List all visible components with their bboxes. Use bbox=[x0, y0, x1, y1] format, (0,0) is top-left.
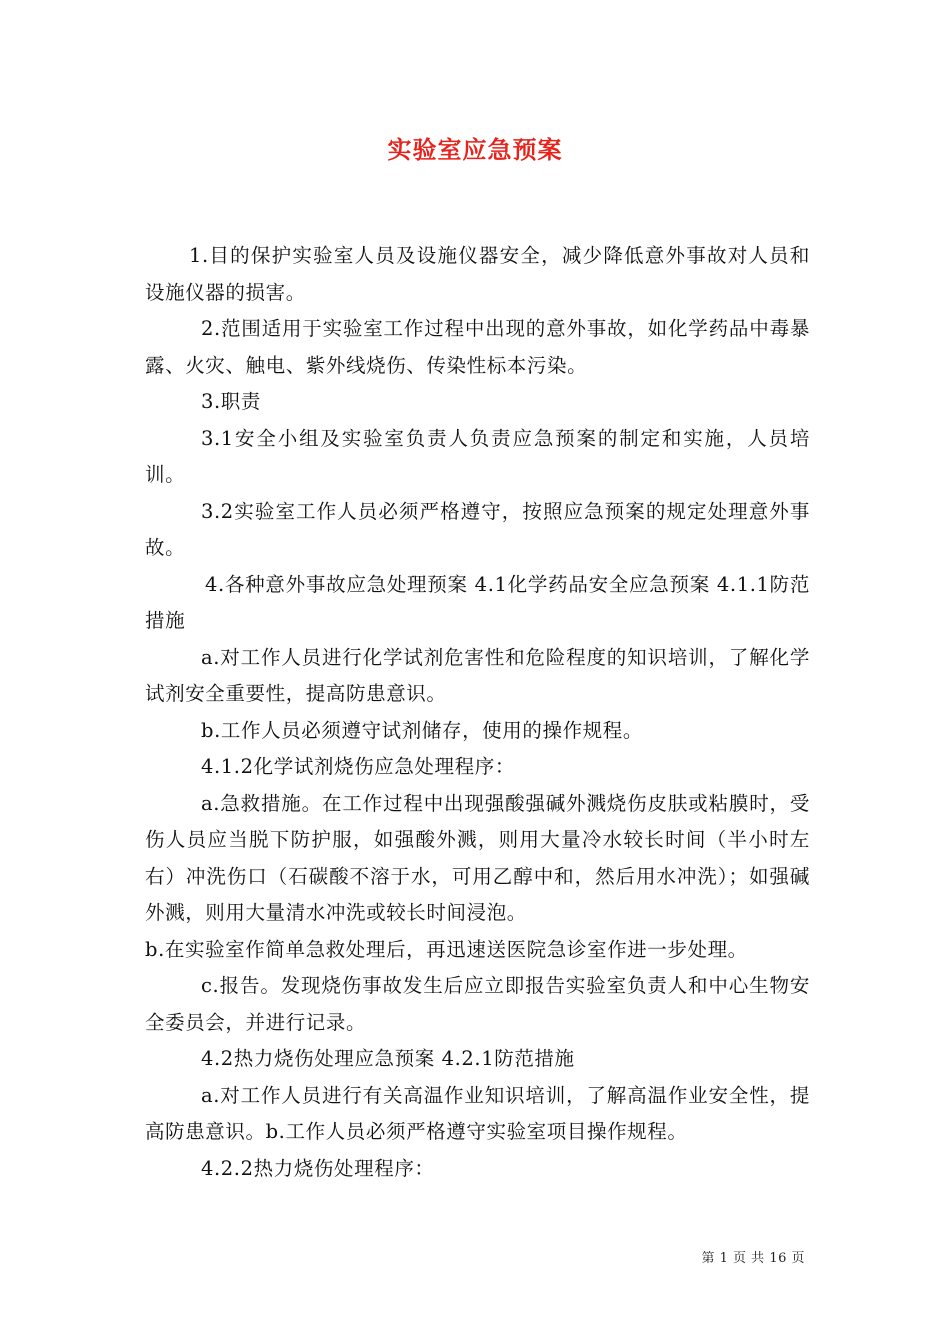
paragraph-purpose: 1.目的保护实验室人员及设施仪器安全，减少降低意外事故对人员和设施仪器的损害。 bbox=[145, 244, 810, 304]
paragraph-4: 4.各种意外事故应急处理预案 4.1化学药品安全应急预案 4.1.1防范措施 bbox=[145, 572, 810, 632]
document-body bbox=[145, 238, 810, 1187]
paragraph-4-1-2: 4.1.2化学试剂烧伤应急处理程序： bbox=[201, 755, 515, 778]
paragraph-4-2-1-a: a.对工作人员进行有关高温作业知识培训，了解高温作业安全性，提高防患意识。b.工作人员必须严格遵守实验室项目操作规程。 bbox=[145, 1083, 810, 1143]
paragraph-3-1: 3.1安全小组及实验室负责人负责应急预案的制定和实施，人员培训。 bbox=[145, 426, 810, 486]
document-title: 实验室应急预案 bbox=[387, 135, 563, 164]
paragraph-4-1-2-a: a.急救措施。在工作过程中出现强酸强碱外溅烧伤皮肤或粘膜时，受伤人员应当脱下防护服，如强酸外溅，则用大量冷水较长时间（半小时左右）冲洗伤口（石碳酸不溶于水，可用乙醇中和，然后用水冲洗）；如强碱外溅，则用大量清水冲洗或较长时间浸泡。 bbox=[145, 791, 810, 924]
paragraph-3-2: 3.2实验室工作人员必须严格遵守，按照应急预案的规定处理意外事故。 bbox=[145, 499, 810, 559]
paragraph-4-1-1-b: b.工作人员必须遵守试剂储存，使用的操作规程。 bbox=[201, 718, 643, 742]
paragraph-4-1-2-b: b.在实验室作简单急救处理后，再迅速送医院急诊室作进一步处理。 bbox=[145, 937, 748, 961]
paragraph-4-1-2-c: c.报告。发现烧伤事故发生后应立即报告实验室负责人和中心生物安全委员会，并进行记录。 bbox=[145, 974, 810, 1034]
paragraph-responsibilities: 3.职责 bbox=[201, 390, 262, 413]
page-number: 第 1 页 共 16 页 bbox=[701, 1251, 805, 1266]
paragraph-4-1-1-a: a.对工作人员进行化学试剂危害性和危险程度的知识培训，了解化学试剂安全重要性，提高防患意识。 bbox=[145, 645, 810, 705]
paragraph-scope: 2.范围适用于实验室工作过程中出现的意外事故，如化学药品中毒暴露、火灾、触电、紫外线烧伤、传染性标本污染。 bbox=[145, 317, 810, 377]
paragraph-4-2-2: 4.2.2热力烧伤处理程序： bbox=[201, 1156, 435, 1180]
paragraph-4-2: 4.2热力烧伤处理应急预案 4.2.1防范措施 bbox=[201, 1047, 575, 1070]
